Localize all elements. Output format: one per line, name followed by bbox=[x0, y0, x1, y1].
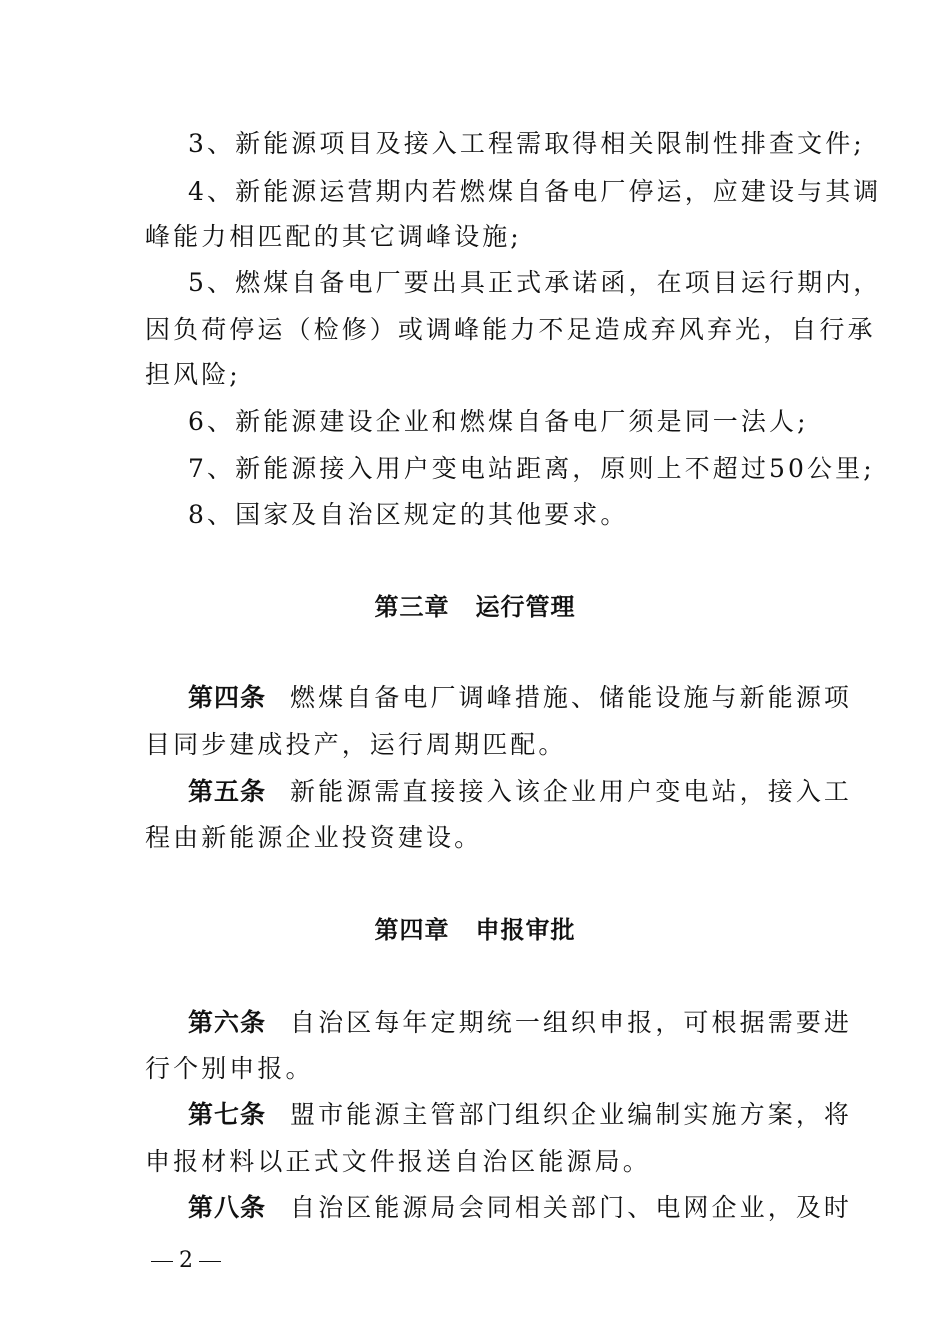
article-5-label: 第五条 bbox=[188, 777, 267, 806]
item-8-line: 8、国家及自治区规定的其他要求。 bbox=[188, 500, 629, 529]
article-8-label: 第八条 bbox=[188, 1193, 267, 1222]
article-5-line-2: 程由新能源企业投资建设。 bbox=[145, 823, 483, 852]
article-7-line-2: 申报材料以正式文件报送自治区能源局。 bbox=[145, 1147, 651, 1176]
article-6-line-1 bbox=[188, 1006, 853, 1040]
article-4-line-1 bbox=[188, 681, 853, 715]
article-6-line-2: 行个别申报。 bbox=[145, 1054, 314, 1083]
article-6-text-1: 自治区每年定期统一组织申报，可根据需要进 bbox=[290, 1008, 853, 1037]
article-7-line-1 bbox=[188, 1098, 853, 1132]
item-6-line: 6、新能源建设企业和燃煤自备电厂须是同一法人; bbox=[188, 407, 809, 436]
item-4-line-1: 4、新能源运营期内若燃煤自备电厂停运，应建设与其调 bbox=[188, 177, 882, 206]
article-4-text-1: 燃煤自备电厂调峰措施、储能设施与新能源项 bbox=[290, 683, 853, 712]
article-5-text-1: 新能源需直接接入该企业用户变电站，接入工 bbox=[290, 777, 853, 806]
article-8-text-1: 自治区能源局会同相关部门、电网企业，及时 bbox=[290, 1193, 853, 1222]
chapter-4-title: 申报审批 bbox=[475, 916, 576, 944]
item-5-line-3: 担风险; bbox=[145, 360, 241, 389]
article-7-label: 第七条 bbox=[188, 1100, 267, 1129]
chapter-3-number: 第三章 bbox=[374, 593, 450, 621]
chapter-4-heading bbox=[0, 913, 950, 947]
page-number bbox=[145, 1246, 227, 1276]
chapter-4-number: 第四章 bbox=[374, 916, 450, 944]
dash-left bbox=[151, 1261, 173, 1262]
chapter-3-heading bbox=[0, 590, 950, 624]
item-5-line-1: 5、燃煤自备电厂要出具正式承诺函，在项目运行期内， bbox=[188, 268, 882, 297]
chapter-3-title: 运行管理 bbox=[475, 593, 576, 621]
page-number-value: 2 bbox=[179, 1248, 193, 1273]
article-6-label: 第六条 bbox=[188, 1008, 267, 1037]
item-7-line: 7、新能源接入用户变电站距离，原则上不超过50公里; bbox=[188, 454, 875, 483]
article-7-text-1: 盟市能源主管部门组织企业编制实施方案，将 bbox=[290, 1100, 853, 1129]
item-3-line: 3、新能源项目及接入工程需取得相关限制性排查文件; bbox=[188, 129, 865, 158]
article-8-line-1 bbox=[188, 1191, 853, 1225]
article-5-line-1 bbox=[188, 775, 853, 809]
item-5-line-2: 因负荷停运（检修）或调峰能力不足造成弃风弃光，自行承 bbox=[145, 315, 876, 344]
item-4-line-2: 峰能力相匹配的其它调峰设施; bbox=[145, 222, 522, 251]
article-4-line-2: 目同步建成投产，运行周期匹配。 bbox=[145, 730, 567, 759]
article-4-label: 第四条 bbox=[188, 683, 267, 712]
dash-right bbox=[199, 1261, 221, 1262]
